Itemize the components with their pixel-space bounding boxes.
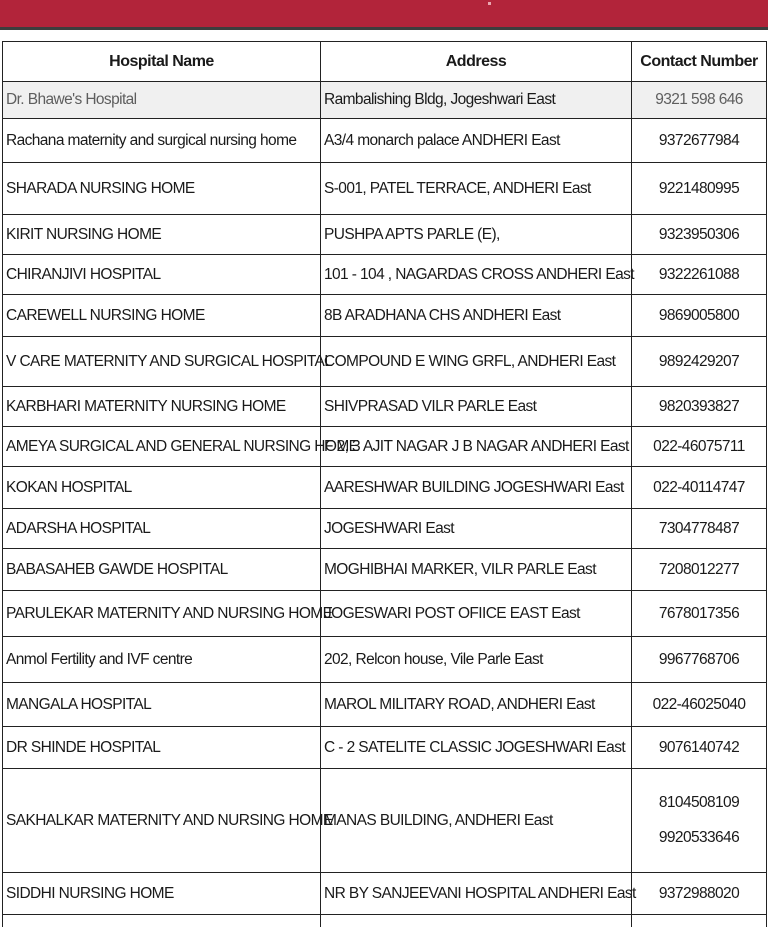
phone-number: 9372677984: [658, 131, 740, 149]
address-cell: F 2, 3 AJIT NAGAR J B NAGAR ANDHERI East: [321, 427, 632, 467]
address-cell: 202, Relcon house, Vile Parle East: [321, 637, 632, 683]
contact-number-cell: [632, 769, 767, 873]
phone-number: 7304778487: [658, 519, 740, 537]
hospital-table: [2, 41, 767, 927]
phone-number: 8104508109: [658, 794, 740, 811]
contact-number-cell: [632, 337, 767, 387]
hospital-name-cell: Rachana maternity and surgical nursing home: [3, 119, 321, 163]
contact-number-cell: [632, 82, 767, 119]
hospital-name-cell: BABASAHEB GAWDE HOSPITAL: [3, 549, 321, 591]
address-cell: JOGESHWARI East: [321, 509, 632, 549]
phone-number: 9869005800: [658, 306, 740, 324]
hospital-name-cell: MANGALA HOSPITAL: [3, 683, 321, 727]
hospital-name-cell: KOKAN HOSPITAL: [3, 467, 321, 509]
table-row: [3, 337, 767, 387]
header-hospital-name: Hospital Name: [3, 42, 321, 82]
address-cell: PUSHPA APTS PARLE (E),: [321, 215, 632, 255]
contact-number-cell: [632, 683, 767, 727]
address-cell: MOGHIBHAI MARKER, VILR PARLE East: [321, 549, 632, 591]
hospital-name-cell: V CARE MATERNITY AND SURGICAL HOSPITAL: [3, 337, 321, 387]
contact-number-cell: [632, 163, 767, 215]
contact-number-cell: [632, 509, 767, 549]
phone-number: 022-40114747: [653, 478, 745, 496]
table-row-partial: [3, 915, 767, 927]
empty-cell: [3, 915, 321, 927]
phone-number: 9323950306: [658, 225, 740, 243]
table-row: [3, 295, 767, 337]
table-row: [3, 727, 767, 769]
phone-number: 7208012277: [658, 560, 740, 578]
address-cell: NR BY SANJEEVANI HOSPITAL ANDHERI East: [321, 873, 632, 915]
hospital-name-cell: PARULEKAR MATERNITY AND NURSING HOME: [3, 591, 321, 637]
phone-number: 9221480995: [658, 179, 740, 197]
table-row: [3, 637, 767, 683]
hospital-name-cell: SHARADA NURSING HOME: [3, 163, 321, 215]
hospital-name-cell: SAKHALKAR MATERNITY AND NURSING HOME: [3, 769, 321, 873]
contact-number-cell: [632, 727, 767, 769]
phone-number: 9322261088: [658, 265, 740, 283]
hospital-name-cell: DR SHINDE HOSPITAL: [3, 727, 321, 769]
table-row: [3, 591, 767, 637]
banner-mark: [488, 2, 491, 5]
hospital-name-cell: SIDDHI NURSING HOME: [3, 873, 321, 915]
hospital-name-cell: KIRIT NURSING HOME: [3, 215, 321, 255]
contact-number-cell: [632, 591, 767, 637]
table-row: [3, 82, 767, 119]
phone-number: 9321 598 646: [655, 91, 743, 108]
contact-number-cell: [632, 873, 767, 915]
table-header-row: [3, 42, 767, 82]
hospital-name-cell: ADARSHA HOSPITAL: [3, 509, 321, 549]
contact-number-cell: [632, 295, 767, 337]
phone-number: 022-46075711: [653, 437, 745, 455]
hospital-name-cell: CAREWELL NURSING HOME: [3, 295, 321, 337]
table-row: [3, 387, 767, 427]
address-cell: A3/4 monarch palace ANDHERI East: [321, 119, 632, 163]
address-cell: MANAS BUILDING, ANDHERI East: [321, 769, 632, 873]
address-cell: Rambalishing Bldg, Jogeshwari East: [321, 82, 632, 119]
contact-number-cell: [632, 637, 767, 683]
top-banner: [0, 0, 768, 30]
phone-number: 7678017356: [658, 604, 740, 622]
hospital-name-cell: Dr. Bhawe's Hospital: [3, 82, 321, 119]
table-row: [3, 509, 767, 549]
empty-cell: [632, 915, 767, 927]
contact-number-cell: [632, 387, 767, 427]
hospital-name-cell: KARBHARI MATERNITY NURSING HOME: [3, 387, 321, 427]
phone-number: 9967768706: [658, 650, 740, 668]
phone-number: 9820393827: [658, 397, 740, 415]
contact-number-cell: [632, 255, 767, 295]
header-address: Address: [321, 42, 632, 82]
hospital-name-cell: Anmol Fertility and IVF centre: [3, 637, 321, 683]
header-contact-number: Contact Number: [632, 42, 767, 82]
contact-number-cell: [632, 467, 767, 509]
phone-number: 9920533646: [658, 829, 740, 846]
contact-number-cell: [632, 549, 767, 591]
contact-number-cell: [632, 427, 767, 467]
address-cell: SHIVPRASAD VILR PARLE East: [321, 387, 632, 427]
contact-number-cell: [632, 119, 767, 163]
table-row: [3, 119, 767, 163]
table-row: [3, 873, 767, 915]
hospital-name-cell: CHIRANJIVI HOSPITAL: [3, 255, 321, 295]
table-row: [3, 549, 767, 591]
address-cell: COMPOUND E WING GRFL, ANDHERI East: [321, 337, 632, 387]
address-cell: S-001, PATEL TERRACE, ANDHERI East: [321, 163, 632, 215]
phone-number: 9372988020: [658, 884, 740, 902]
contact-number-cell: [632, 215, 767, 255]
table-row: [3, 163, 767, 215]
phone-number: 9076140742: [658, 738, 740, 756]
empty-cell: [321, 915, 632, 927]
table-row: [3, 769, 767, 873]
address-cell: JOGESWARI POST OFIICE EAST East: [321, 591, 632, 637]
hospital-name-cell: AMEYA SURGICAL AND GENERAL NURSING HOME: [3, 427, 321, 467]
address-cell: 8B ARADHANA CHS ANDHERI East: [321, 295, 632, 337]
address-cell: 101 - 104 , NAGARDAS CROSS ANDHERI East: [321, 255, 632, 295]
address-cell: C - 2 SATELITE CLASSIC JOGESHWARI East: [321, 727, 632, 769]
table-row: [3, 255, 767, 295]
address-cell: MAROL MILITARY ROAD, ANDHERI East: [321, 683, 632, 727]
table-row: [3, 467, 767, 509]
phone-number: 9892429207: [658, 352, 740, 370]
table-row: [3, 215, 767, 255]
table-row: [3, 683, 767, 727]
table-row: [3, 427, 767, 467]
phone-number: 022-46025040: [652, 695, 746, 713]
table-body: [3, 82, 767, 927]
address-cell: AARESHWAR BUILDING JOGESHWARI East: [321, 467, 632, 509]
